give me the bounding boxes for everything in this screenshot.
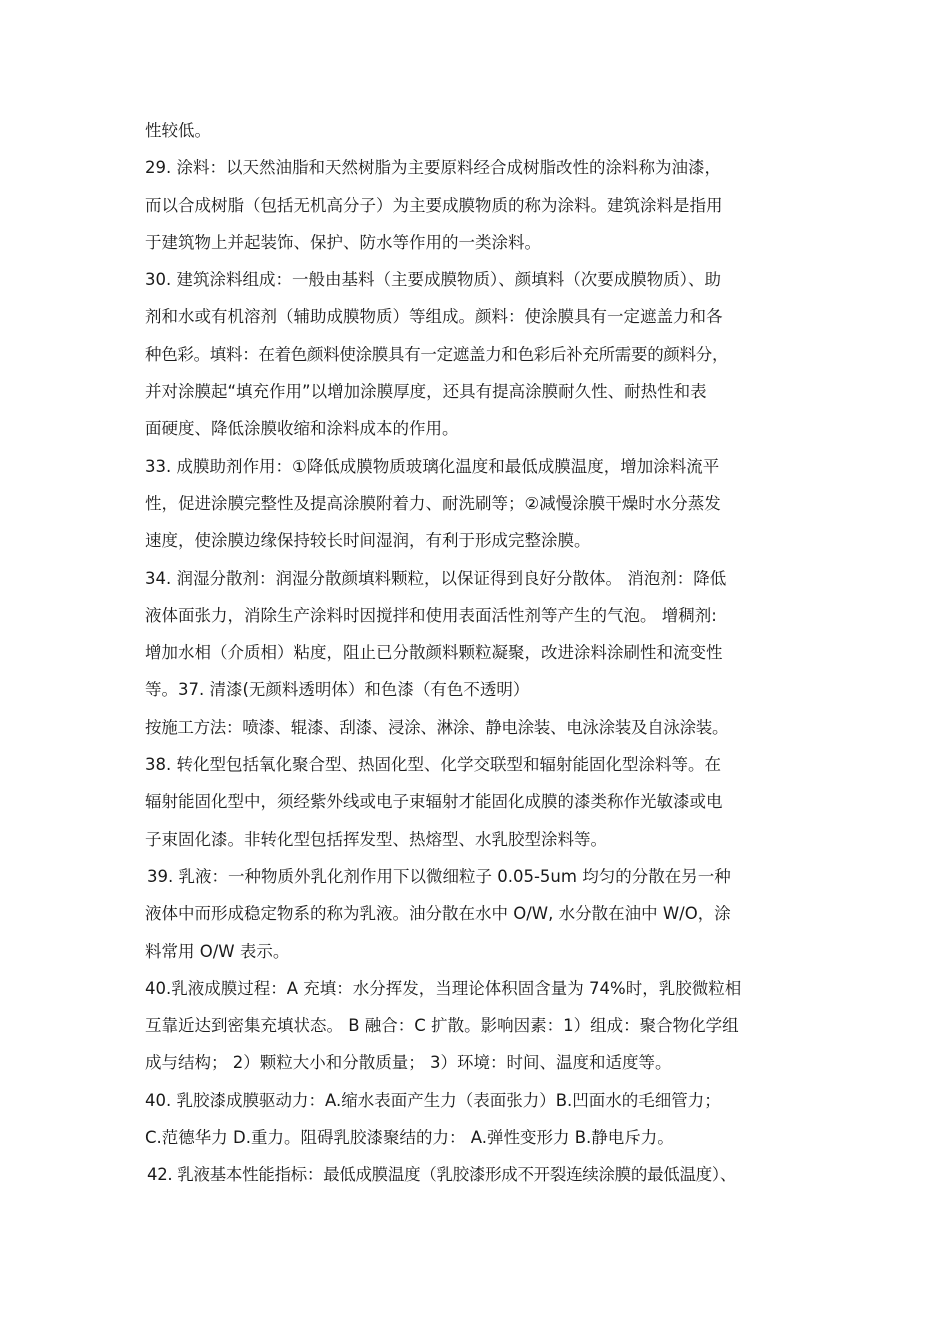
text-line: 料常用 O/W 表示。 [145,941,290,961]
document-body [145,112,825,1194]
text-line: 增加水相（介质相）粘度，阻止已分散颜料颗粒凝聚，改进涂料涂刷性和流变性 [145,643,723,663]
text-line: 液体中而形成稳定物系的称为乳液。油分散在水中 O/W, 水分散在油中 W/O，涂 [145,904,731,924]
text-line: 33. 成膜助剂作用：①降低成膜物质玻璃化温度和最低成膜温度，增加涂料流平 [145,456,720,476]
text-line: C.范德华力 D.重力。阻碍乳胶漆聚结的力： A.弹性变形力 B.静电斥力。 [145,1128,674,1148]
text-line: 面硬度、降低涂膜收缩和涂料成本的作用。 [145,419,459,439]
text-line: 成与结构； 2）颗粒大小和分散质量； 3）环境：时间、温度和适度等。 [145,1053,672,1073]
text-line: 于建筑物上并起装饰、保护、防水等作用的一类涂料。 [145,232,541,252]
text-line: 性较低。 [145,121,211,140]
text-line: 40. 乳胶漆成膜驱动力：A.缩水表面产生力（表面张力）B.凹面水的毛细管力； [145,1090,721,1110]
text-line: 种色彩。填料：在着色颜料使涂膜具有一定遮盖力和色彩后补充所需要的颜料分， [145,344,729,364]
text-line: 互靠近达到密集充填状态。 B 融合：C 扩散。影响因素：1）组成：聚合物化学组 [145,1016,739,1036]
text-line: 剂和水或有机溶剂（辅助成膜物质）等组成。颜料：使涂膜具有一定遮盖力和各 [145,307,723,327]
text-line: 30. 建筑涂料组成：一般由基料（主要成膜物质）、颜填料（次要成膜物质）、助 [145,270,721,290]
text-line: 而以合成树脂（包括无机高分子）为主要成膜物质的称为涂料。建筑涂料是指用 [145,195,723,215]
text-line: 液体面张力，消除生产涂料时因搅拌和使用表面活性剂等产生的气泡。 增稠剂: [145,605,717,625]
text-line: 辐射能固化型中，须经紫外线或电子束辐射才能固化成膜的漆类称作光敏漆或电 [145,792,723,812]
text-line: 38. 转化型包括氧化聚合型、热固化型、化学交联型和辐射能固化型涂料等。在 [145,755,721,775]
text-line: 速度，使涂膜边缘保持较长时间湿润，有利于形成完整涂膜。 [145,531,591,551]
text-line: 34. 润湿分散剂：润湿分散颜填料颗粒，以保证得到良好分散体。 消泡剂：降低 [145,568,727,588]
text-line: 42. 乳液基本性能指标：最低成膜温度（乳胶漆形成不开裂连续涂膜的最低温度）、 [147,1165,737,1185]
text-line: 29. 涂料：以天然油脂和天然树脂为主要原料经合成树脂改性的涂料称为油漆， [145,158,721,178]
text-line: 等。37. 清漆(无颜料透明体）和色漆（有色不透明） [145,680,530,700]
text-line: 并对涂膜起“填充作用”以增加涂膜厚度，还具有提高涂膜耐久性、耐热性和表 [145,382,707,402]
text-line: 性，促进涂膜完整性及提高涂膜附着力、耐洗刷等；②减慢涂膜干燥时水分蒸发 [145,493,721,513]
text-line: 子束固化漆。非转化型包括挥发型、热熔型、水乳胶型涂料等。 [145,829,607,849]
text-line: 40.乳液成膜过程：A 充填：水分挥发，当理论体积固含量为 74%时，乳胶微粒相 [145,978,742,998]
text-line: 39. 乳液：一种物质外乳化剂作用下以微细粒子 0.05-5um 均匀的分散在另一种 [147,866,731,886]
text-line: 按施工方法：喷漆、辊漆、刮漆、浸涂、淋涂、静电涂装、电泳涂装及自泳涂装。 [145,717,729,737]
